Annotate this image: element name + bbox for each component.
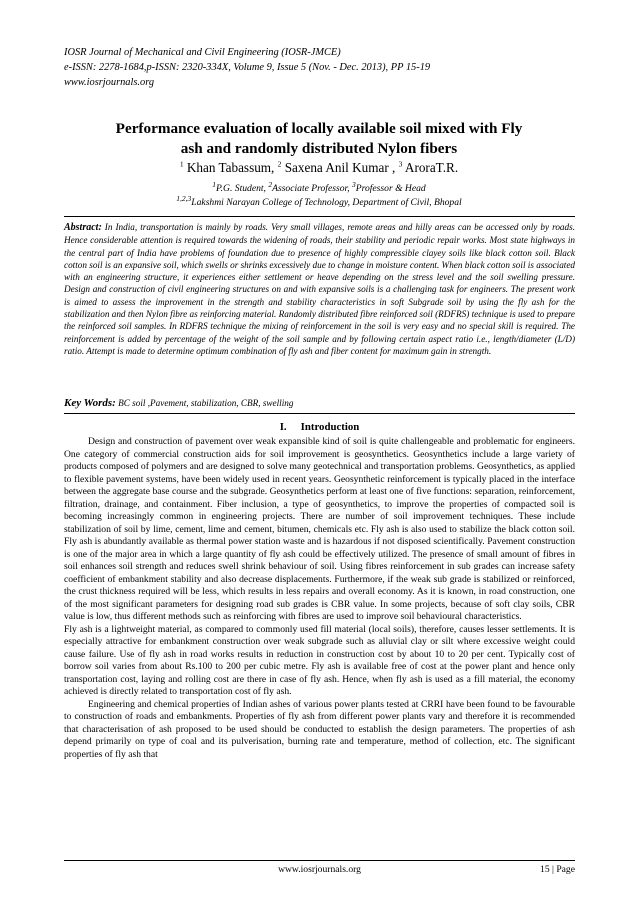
paper-title-line-2: ash and randomly distributed Nylon fibers xyxy=(180,140,458,157)
author-2: Saxena Anil Kumar , xyxy=(281,160,399,175)
author-1: Khan Tabassum, xyxy=(183,160,278,175)
author-institution xyxy=(64,193,574,209)
role-3-sup: 3 xyxy=(351,179,356,189)
paragraph-3: Engineering and chemical properties of Indian ashes of various power plants tested at CRRI have been found to be favourable to construction of roads and embankments. Properties of fly ash from different power plants vary and therefore it is recommended that characterisation of ash proposed to be used should be conducted to establish the design parameters. The properties of ash depend primarily on type of coal and its pulverisation, burning rate and temperature, method of collection, etc. The significant properties of fly ash that xyxy=(64,698,575,760)
journal-site: www.iosrjournals.org xyxy=(64,77,155,88)
section-number: I. xyxy=(279,421,287,433)
body-text xyxy=(64,436,575,761)
role-1-sup: 1 xyxy=(212,179,217,189)
paragraph-2: Fly ash is a lightweight material, as compared to commonly used fill material (local soils), therefore, causes lesser settlements. It is especially attractive for embankment construction over weak subgrade such as alluvial clay or silt where excessive weight could cause failure. Use of fly ash in road works results in reduction in construction cost by about 10 to 20 per cent. Typically cost of borrow soil varies from about Rs.100 to 200 per cubic metre. Fly ash is available free of cost at the power plant and hence only transportation cost, laying and rolling cost are there in case of fly ash. Hence, when fly ash is used as a fill material, the economy achieved is directly related to transportation cost of fly ash. xyxy=(64,623,575,697)
institution-name: Lakshmi Narayan College of Technology, Department of Civil, Bhopal xyxy=(191,197,462,208)
page-number: 15 | Page xyxy=(540,864,575,875)
role-2: Associate Professor, xyxy=(272,183,352,194)
section-title: Introduction xyxy=(300,421,360,433)
section-heading xyxy=(64,420,575,434)
abstract-bottom-rule xyxy=(64,413,575,414)
journal-issn: e-ISSN: 2278-1684,p-ISSN: 2320-334X, Volume 9, Issue 5 (Nov. - Dec. 2013), PP 15-19 xyxy=(64,62,431,73)
paragraph-1: Design and construction of pavement over weak expansible kind of soil is quite challengeable and problematic for engineers. One category of commercial construction aids for soil improvement is geosynthetics. Geosynthetics include a large variety of products composed of polymers and are designed to solve many geotechnical and transportation problems. Geosynthetics, as applied to flexible pavement systems, have been widely used in recent years. Geosynthetic reinforcement is typically placed in the interface between the aggregate base course and the subgrade. Geosynthetics perform at least one of five functions: separation, reinforcement, filtration, drainage, and containment. Fiber inclusion, a type of geosynthetics, to improve the properties of compacted soil is becoming increasingly common in engineering projects. There are number of soil improvement techniques. These include stabilization of soil by lime, cement, lime and cement, bitumen, chemicals etc. Fly ash is also used to stabilize the black cotton soil. Fly ash is abundantly available as thermal power station waste and is hazardous if not disposed scientifically. Pavement construction is one of the major area in which a large quantity of fly ash could be effectively utilized. The presence of small amount of fibres in soil enhances soil strength and reduces swell shrink behaviour of soil. Using fibres reinforcement in sub grades can increase safety coefficient of embankment stability and also decrease displacements. Furthermore, if the weak sub grade is stabilized or reinforced, the crust thickness required will be less, which results in less repairs and overall economy. As it is known, in road construction, one of the most significant parameters for designing road sub grades is CBR value. In some projects, because of soft clay soils, CBR value is low, thus different methods such as reinforcing with fibres are used to improve soil behavioural characteristics. xyxy=(64,436,575,622)
footer-site: www.iosrjournals.org xyxy=(278,864,361,875)
abstract-label: Abstract: xyxy=(64,222,102,233)
abstract-text: In India, transportation is mainly by roads. Very small villages, remote areas and hilly areas can be accessed only by roads. Hence considerable attention is required towards the widening of roads, their stability and periodic repair works. Most state highways in the central part of India have problems of foundation due to presence of highly compressible clayey soils like black cotton soil. Black cotton soil is an expansive soil, which swells or shrinks excessively due to change in moisture content. When black cotton soil is associated with an engineering structure, it experiences either settlement or heave depending on the stress level and the soil swelling pressure. Design and construction of civil engineering structures on and with expansive soils is a challenging task for engineers. The present work is aimed to assess the improvement in the strength and stability characteristics in soft Subgrade soil by using the fly ash for the stabilization and then Nylon fibre as reinforcing material. Randomly distributed fibre reinforced soil (RDFRS) technique is used to prepare the reinforced soil samples. In RDFRS technique the mixing of reinforcement in the soil is very easy and no special skill is required. The reinforcement is added by percentage of the weight of the soil sample and by following certain aspect ratio i.e., length/diameter (L/D) ratio. Attempt is made to determine optimum combination of fly ash and fiber content for maximum gain in strength. xyxy=(64,222,576,356)
abstract-top-rule xyxy=(64,216,575,217)
journal-header xyxy=(64,45,584,90)
author-2-sup: 2 xyxy=(277,159,282,169)
author-1-sup: 1 xyxy=(179,159,184,169)
institution-sup: 1,2,3 xyxy=(176,193,192,203)
author-list xyxy=(64,160,574,176)
author-3: AroraT.R. xyxy=(402,160,459,175)
keywords-text: BC soil ,Pavement, stabilization, CBR, swelling xyxy=(115,398,294,408)
page-footer xyxy=(64,860,575,875)
role-2-sup: 2 xyxy=(268,179,273,189)
role-1: P.G. Student, xyxy=(216,183,269,194)
keywords xyxy=(64,397,575,410)
journal-name: IOSR Journal of Mechanical and Civil Engineering (IOSR-JMCE) xyxy=(64,47,341,58)
author-roles xyxy=(64,179,574,195)
role-3: Professor & Head xyxy=(355,183,426,194)
abstract xyxy=(64,221,575,357)
author-3-sup: 3 xyxy=(398,159,403,169)
paper-title-line-1: Performance evaluation of locally available soil mixed with Fly xyxy=(115,120,523,137)
keywords-label: Key Words: xyxy=(64,397,116,409)
paper-title xyxy=(64,119,574,159)
